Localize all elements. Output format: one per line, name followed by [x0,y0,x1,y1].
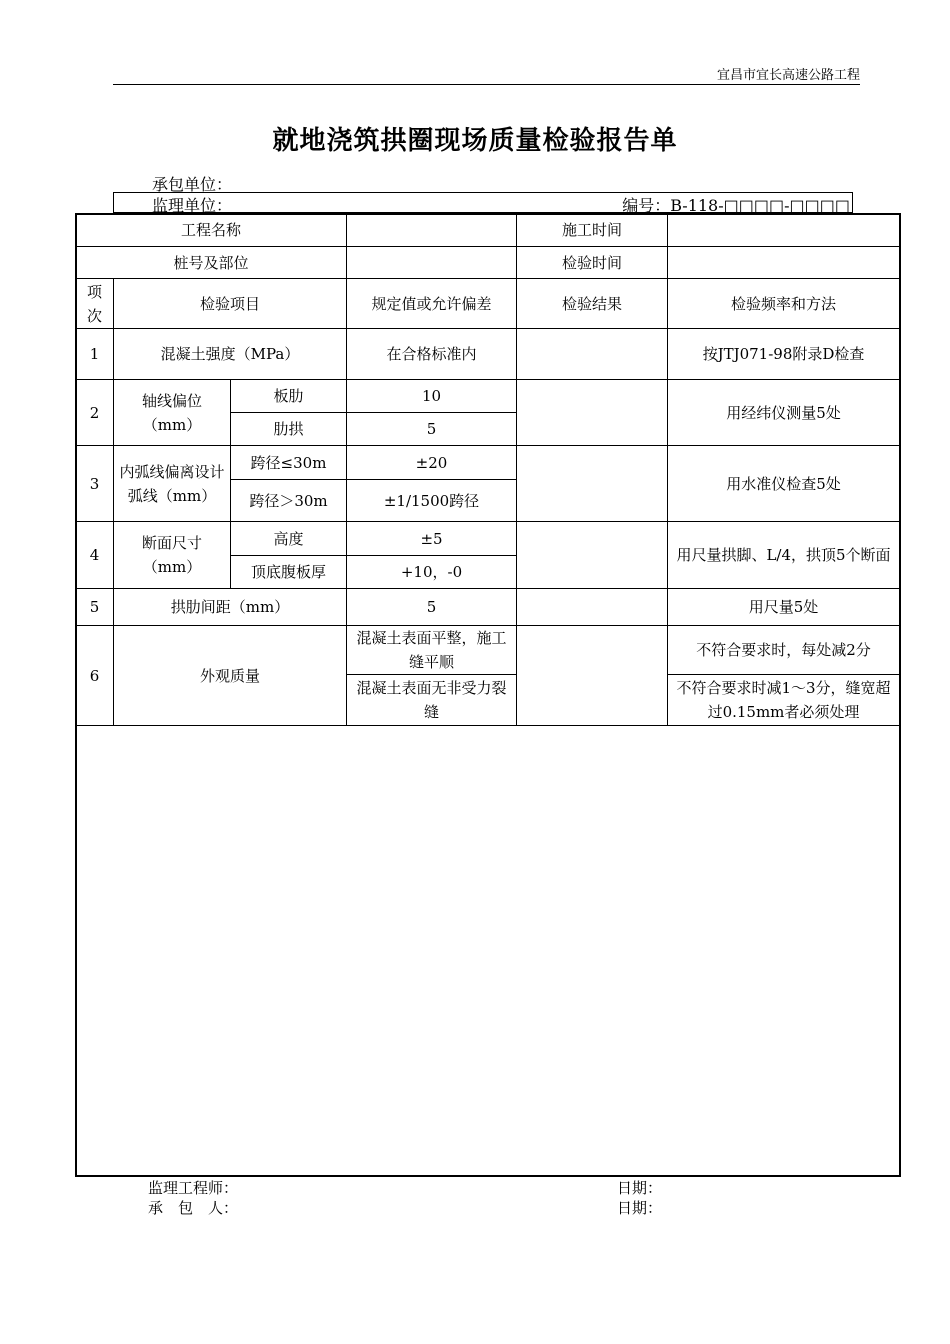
row4-no: 4 [76,522,114,589]
row3-spec2: ±1/1500跨径 [347,480,517,522]
project-name-value[interactable] [347,214,517,247]
row4-sub2: 顶底腹板厚 [231,556,347,589]
table-row [76,446,900,480]
row6-method2: 不符合要求时减1～3分，缝宽超过0.15mm者必须处理 [668,675,900,726]
row6-result[interactable] [517,626,668,726]
station-value[interactable] [347,247,517,279]
row3-no: 3 [76,446,114,522]
row2-result[interactable] [517,380,668,446]
table-row [76,522,900,556]
table-row [76,214,900,247]
row2-no: 2 [76,380,114,446]
supervisor-engineer-label: 监理工程师： [148,1179,239,1197]
row1-item: 混凝土强度（MPa） [114,329,347,380]
contractor-person-label: 承 包 人： [148,1199,239,1217]
row6-method1: 不符合要求时，每处减2分 [668,626,900,675]
row3-item: 内弧线偏离设计弧线（mm） [114,446,231,522]
row4-spec2: +10，-0 [347,556,517,589]
row5-item: 拱肋间距（mm） [114,589,347,626]
row3-method: 用水准仪检查5处 [668,446,900,522]
row1-result[interactable] [517,329,668,380]
table-row [76,279,900,329]
table-row [76,380,900,413]
row5-no: 5 [76,589,114,626]
inspection-time-value[interactable] [668,247,900,279]
row2-sub2: 肋拱 [231,413,347,446]
table-row [76,589,900,626]
row5-spec: 5 [347,589,517,626]
row4-spec1: ±5 [347,522,517,556]
row6-spec2: 混凝土表面无非受力裂缝 [347,675,517,726]
inspection-time-label: 检验时间 [517,247,668,279]
col-header-no: 项次 [76,279,114,329]
code-label: 编号：B-118-□□□□-□□□□ [622,196,850,215]
row5-result[interactable] [517,589,668,626]
col-header-method: 检验频率和方法 [668,279,900,329]
row4-sub1: 高度 [231,522,347,556]
date-label-1: 日期： [617,1179,663,1197]
row3-spec1: ±20 [347,446,517,480]
table-row [76,247,900,279]
row3-sub1: 跨径≤30m [231,446,347,480]
col-header-result: 检验结果 [517,279,668,329]
construction-time-label: 施工时间 [517,214,668,247]
station-label: 桩号及部位 [76,247,347,279]
row2-method: 用经纬仪测量5处 [668,380,900,446]
header-org: 宜昌市宜长高速公路工程 [113,64,860,85]
row1-method: 按JTJ071-98附录D检查 [668,329,900,380]
col-header-item: 检验项目 [114,279,347,329]
row4-item: 断面尺寸（mm） [114,522,231,589]
contractor-label: 承包单位： [152,175,233,194]
row1-spec: 在合格标准内 [347,329,517,380]
row4-result[interactable] [517,522,668,589]
row2-spec1: 10 [347,380,517,413]
row6-item: 外观质量 [114,626,347,726]
col-header-spec: 规定值或允许偏差 [347,279,517,329]
date-label-2: 日期： [617,1199,663,1217]
row6-no: 6 [76,626,114,726]
row2-sub1: 板肋 [231,380,347,413]
supervisor-bar [113,192,853,213]
row2-item: 轴线偏位（mm） [114,380,231,446]
project-name-label: 工程名称 [76,214,347,247]
row4-method: 用尺量拱脚、L/4，拱顶5个断面 [668,522,900,589]
row5-method: 用尺量5处 [668,589,900,626]
row1-no: 1 [76,329,114,380]
row6-spec1: 混凝土表面平整，施工缝平顺 [347,626,517,675]
construction-time-value[interactable] [668,214,900,247]
table-row [76,329,900,380]
row2-spec2: 5 [347,413,517,446]
row3-result[interactable] [517,446,668,522]
inspection-table [75,213,900,726]
row3-sub2: 跨径＞30m [231,480,347,522]
table-row [76,626,900,675]
page-title: 就地浇筑拱圈现场质量检验报告单 [272,126,678,156]
supervisor-label: 监理单位： [152,196,233,215]
